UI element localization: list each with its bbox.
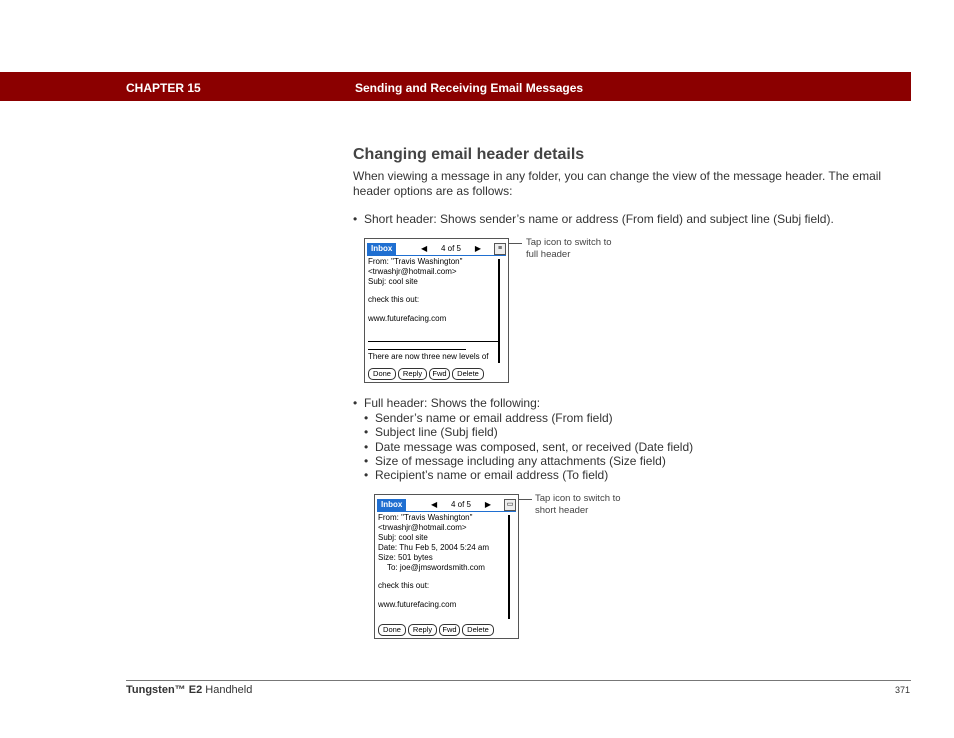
next-arrow-icon: ▶	[484, 500, 491, 509]
message-counter: 4 of 5	[450, 500, 471, 509]
to-line: To: joe@jmswordsmith.com	[387, 563, 485, 572]
body-line: check this out:	[368, 295, 420, 304]
chapter-banner	[0, 72, 911, 101]
short-header-screenshot	[364, 238, 509, 383]
address-line: <trwashjr@hotmail.com>	[378, 523, 467, 532]
divider	[368, 349, 466, 350]
product-suffix: Handheld	[202, 684, 253, 696]
previous-arrow-icon: ◀	[431, 500, 438, 509]
product-name: Tungsten™ E2	[126, 684, 203, 696]
callout-full-header	[526, 237, 612, 261]
body-line: There are now three new levels of	[368, 352, 489, 361]
intro-paragraph: When viewing a message in any folder, you can change the view of the message header. The email header options are as follows:	[353, 169, 882, 198]
title-bar	[367, 243, 506, 256]
full-header-item: • Date message was composed, sent, or received (Date field)	[364, 440, 694, 454]
button-row	[377, 624, 516, 636]
message-nav	[421, 243, 481, 255]
from-line: From: "Travis Washington"	[368, 257, 463, 266]
done-button: Done	[378, 624, 406, 636]
previous-arrow-icon: ◀	[421, 244, 428, 253]
reply-button: Reply	[398, 368, 427, 380]
full-header-item: • Subject line (Subj field)	[364, 425, 498, 439]
full-header-screenshot	[374, 494, 519, 639]
header-toggle-icon: ▭	[504, 499, 516, 511]
address-line: <trwashjr@hotmail.com>	[368, 267, 457, 276]
delete-button: Delete	[452, 368, 484, 380]
body-line: www.futurefacing.com	[368, 314, 447, 323]
short-header-bullet: • Short header: Shows sender’s name or address (From field) and subject line (Subj field).	[353, 212, 834, 226]
subject-line: Subj: cool site	[378, 533, 428, 542]
callout-line: Tap icon to switch to	[526, 237, 612, 248]
callout-line: Tap icon to switch to	[535, 493, 621, 504]
footer-divider	[126, 680, 911, 681]
footer-product	[126, 684, 252, 696]
date-line: Date: Thu Feb 5, 2004 5:24 am	[378, 543, 490, 552]
body-line: www.futurefacing.com	[378, 600, 457, 609]
callout-line: full header	[526, 249, 571, 260]
full-header-item: • Size of message including any attachments (Size field)	[364, 454, 666, 468]
callout-leader	[508, 243, 522, 244]
button-row	[367, 368, 506, 380]
delete-button: Delete	[462, 624, 494, 636]
message-counter: 4 of 5	[440, 244, 461, 253]
full-header-bullet: • Full header: Shows the following:	[353, 396, 541, 410]
folder-label: Inbox	[367, 243, 396, 255]
folder-label: Inbox	[377, 499, 406, 511]
full-header-item: • Sender’s name or email address (From field)	[364, 411, 613, 425]
message-nav	[431, 499, 491, 511]
header-toggle-icon: ≡	[494, 243, 506, 255]
callout-leader	[518, 499, 532, 500]
title-bar	[377, 499, 516, 512]
subject-line: Subj: cool site	[368, 277, 418, 286]
callout-line: short header	[535, 505, 589, 516]
forward-button: Fwd	[429, 368, 450, 380]
reply-button: Reply	[408, 624, 437, 636]
scrollbar	[508, 515, 514, 619]
scrollbar	[498, 259, 504, 363]
size-line: Size: 501 bytes	[378, 553, 433, 562]
chapter-number: CHAPTER 15	[126, 81, 201, 95]
section-heading: Changing email header details	[353, 146, 585, 163]
divider	[368, 341, 498, 342]
forward-button: Fwd	[439, 624, 460, 636]
full-header-item: • Recipient’s name or email address (To field)	[364, 468, 609, 482]
callout-short-header	[535, 493, 621, 517]
body-line: check this out:	[378, 581, 430, 590]
done-button: Done	[368, 368, 396, 380]
page-number: 371	[895, 685, 911, 695]
chapter-title: Sending and Receiving Email Messages	[355, 81, 584, 95]
next-arrow-icon: ▶	[474, 244, 481, 253]
from-line: From: "Travis Washington"	[378, 513, 473, 522]
